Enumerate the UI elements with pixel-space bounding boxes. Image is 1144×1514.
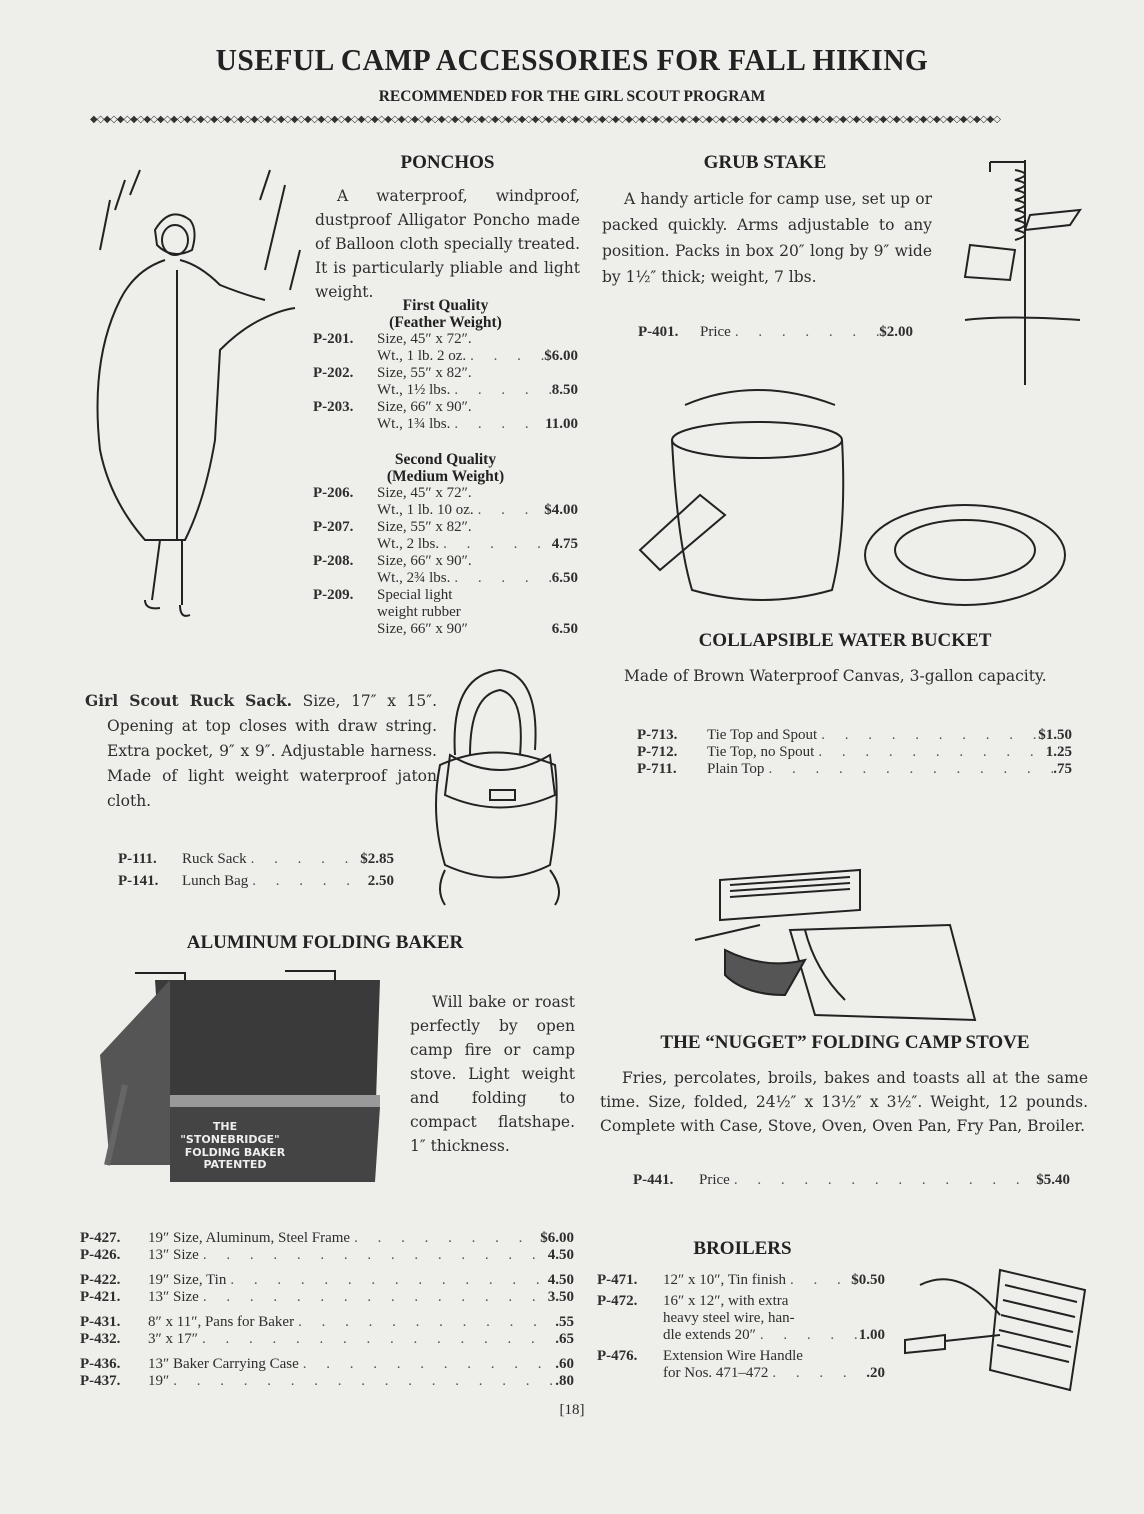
item-weight: Wt., 2 lbs. bbox=[377, 536, 440, 552]
poncho-item bbox=[313, 485, 578, 519]
item-price: $2.85 bbox=[360, 851, 394, 867]
ponchos-first-quality bbox=[313, 297, 578, 433]
price-row bbox=[633, 1172, 1070, 1189]
item-price: $1.50 bbox=[1038, 727, 1072, 743]
item-code: P-427. bbox=[80, 1230, 121, 1246]
item-line: heavy steel wire, han- bbox=[663, 1310, 795, 1326]
item-desc: 19″ Size, Aluminum, Steel Frame bbox=[148, 1230, 351, 1246]
page-subtitle: RECOMMENDED FOR THE GIRL SCOUT PROGRAM bbox=[378, 88, 766, 105]
page-number: [18] bbox=[559, 1402, 585, 1418]
item-code: P-426. bbox=[80, 1247, 121, 1263]
item-desc: Tie Top and Spout bbox=[707, 727, 818, 743]
item-code: P-437. bbox=[80, 1373, 121, 1389]
item-code: P-713. bbox=[637, 727, 678, 743]
rucksack-illustration bbox=[415, 665, 580, 915]
ponchos-heading: PONCHOS bbox=[400, 152, 495, 173]
item-price: $2.00 bbox=[879, 324, 913, 340]
item-price: 8.50 bbox=[551, 382, 578, 398]
second-quality-label: Second Quality bbox=[394, 451, 497, 468]
item-code: P-206. bbox=[313, 485, 354, 501]
bucket-description: Made of Brown Waterproof Canvas, 3-gallon capacity. bbox=[624, 667, 1047, 685]
price-row bbox=[80, 1373, 574, 1390]
baker-price-list bbox=[80, 1230, 574, 1390]
item-code: P-209. bbox=[313, 587, 354, 603]
price-row bbox=[80, 1272, 574, 1289]
poncho-item bbox=[313, 519, 578, 553]
price-row bbox=[80, 1331, 574, 1348]
item-code: P-432. bbox=[80, 1331, 121, 1347]
item-weight: Wt., 1 lb. 10 oz. bbox=[377, 502, 474, 518]
price-group bbox=[80, 1314, 574, 1348]
price-row bbox=[80, 1356, 574, 1373]
item-code: P-208. bbox=[313, 553, 354, 569]
item-size: Size, 45″ x 72″. bbox=[377, 331, 472, 347]
item-desc: 3″ x 17″ bbox=[148, 1331, 198, 1347]
item-code: P-711. bbox=[637, 761, 677, 777]
broiler-item bbox=[597, 1293, 885, 1344]
rucksack-description-block bbox=[85, 688, 437, 814]
item-price: $6.00 bbox=[540, 1230, 574, 1246]
item-line: Special light bbox=[377, 587, 453, 603]
poncho-item-special bbox=[313, 587, 578, 638]
item-desc: 19″ Size, Tin bbox=[148, 1272, 227, 1288]
item-code: P-207. bbox=[313, 519, 354, 535]
item-price: .20 bbox=[866, 1365, 885, 1381]
poncho-item bbox=[313, 553, 578, 587]
item-code: P-202. bbox=[313, 365, 354, 381]
item-line: Size, 66″ x 90″ bbox=[377, 621, 468, 637]
folding-baker-illustration bbox=[95, 965, 390, 1190]
price-row bbox=[80, 1230, 574, 1247]
bucket-heading: COLLAPSIBLE WATER BUCKET bbox=[698, 630, 992, 651]
bucket-price-list bbox=[637, 727, 1072, 778]
item-price: $0.50 bbox=[851, 1272, 885, 1288]
item-line: 16″ x 12″, with extra bbox=[663, 1293, 789, 1309]
poncho-woman-illustration bbox=[85, 160, 315, 640]
grub-stake-price-list bbox=[638, 324, 913, 341]
item-size: Size, 55″ x 82″. bbox=[377, 365, 472, 381]
broiler-item bbox=[597, 1272, 885, 1289]
first-quality-label: First Quality bbox=[402, 297, 489, 314]
item-line: for Nos. 471–472 bbox=[663, 1365, 769, 1381]
item-line: Extension Wire Handle bbox=[663, 1348, 803, 1364]
price-row bbox=[637, 761, 1072, 778]
price-group bbox=[80, 1272, 574, 1306]
grub-stake-heading: GRUB STAKE bbox=[703, 152, 827, 173]
baker-description: Will bake or roast perfectly by open camp fire or camp stove. Light weight and folding to compact flatshape. 1″ thickness. bbox=[410, 993, 575, 1155]
price-group bbox=[80, 1356, 574, 1390]
item-line: 12″ x 10″, Tin finish bbox=[663, 1272, 786, 1288]
item-price: 4.75 bbox=[551, 536, 578, 552]
broiler-illustration bbox=[895, 1265, 1090, 1400]
item-desc: Ruck Sack bbox=[182, 851, 247, 867]
broilers-heading: BROILERS bbox=[693, 1238, 792, 1259]
broilers-price-list bbox=[597, 1272, 885, 1382]
item-code: P-111. bbox=[118, 851, 157, 867]
item-code: P-436. bbox=[80, 1356, 121, 1372]
item-size: Size, 55″ x 82″. bbox=[377, 519, 472, 535]
item-line: dle extends 20″ bbox=[663, 1327, 756, 1343]
item-price: 6.50 bbox=[551, 621, 578, 637]
item-price: 3.50 bbox=[547, 1289, 574, 1305]
item-price: $6.00 bbox=[544, 348, 578, 364]
item-price: .75 bbox=[1053, 761, 1072, 777]
rucksack-price-list bbox=[118, 848, 394, 892]
item-size: Size, 45″ x 72″. bbox=[377, 485, 472, 501]
item-price: 4.50 bbox=[547, 1247, 574, 1263]
item-desc: 13″ Baker Carrying Case bbox=[148, 1356, 299, 1372]
price-row bbox=[638, 324, 913, 341]
item-price: 1.00 bbox=[858, 1327, 885, 1343]
item-desc: Tie Top, no Spout bbox=[707, 744, 815, 760]
item-desc: Plain Top bbox=[707, 761, 765, 777]
price-row bbox=[80, 1247, 574, 1264]
price-group bbox=[80, 1230, 574, 1264]
baker-heading: ALUMINUM FOLDING BAKER bbox=[186, 932, 464, 953]
water-bucket-illustration bbox=[625, 375, 1080, 625]
item-size: Size, 66″ x 90″. bbox=[377, 399, 472, 415]
ornamental-border: ◆◇◆◇◆◇◆◇◆◇◆◇◆◇◆◇◆◇◆◇◆◇◆◇◆◇◆◇◆◇◆◇◆◇◆◇◆◇◆◇◆◇◆◇◆◇◆◇◆◇◆◇◆◇◆◇◆◇◆◇◆◇◆◇◆◇◆◇◆◇◆◇◆◇◆◇◆◇◆◇◆◇◆◇◆◇◆◇◆◇◆◇◆◇◆◇◆◇◆◇◆◇◆◇◆◇◆◇◆◇◆◇◆◇◆◇◆◇◆◇◆◇◆◇◆◇◆◇◆◇◆◇◆◇◆◇ bbox=[90, 114, 1000, 125]
item-code: P-472. bbox=[597, 1293, 638, 1309]
baker-stamp-line: "STONEBRIDGE" bbox=[180, 1133, 280, 1146]
item-code: P-203. bbox=[313, 399, 354, 415]
item-desc: 8″ x 11″, Pans for Baker bbox=[148, 1314, 295, 1330]
item-size: Size, 66″ x 90″. bbox=[377, 553, 472, 569]
item-desc: 19″ bbox=[148, 1373, 170, 1389]
item-weight: Wt., 1 lb. 2 oz. bbox=[377, 348, 467, 364]
rucksack-lead: Girl Scout Ruck Sack. bbox=[85, 691, 292, 710]
item-price: 4.50 bbox=[547, 1272, 574, 1288]
item-code: P-201. bbox=[313, 331, 354, 347]
stove-heading: THE “NUGGET” FOLDING CAMP STOVE bbox=[660, 1032, 1030, 1053]
item-code: P-422. bbox=[80, 1272, 121, 1288]
item-desc: 13″ Size bbox=[148, 1247, 199, 1263]
item-desc: 13″ Size bbox=[148, 1289, 199, 1305]
item-code: P-141. bbox=[118, 873, 159, 889]
item-price: .55 bbox=[555, 1314, 574, 1330]
rucksack-description: Size, 17″ x 15″. Opening at top closes with draw string. Extra pocket, 9″ x 9″. Adjustable harness. Made of light weight waterproof jaton cloth. bbox=[107, 692, 437, 810]
grub-stake-illustration bbox=[960, 150, 1090, 390]
price-row bbox=[118, 848, 394, 870]
baker-stamp-line: PATENTED bbox=[203, 1158, 267, 1171]
camp-stove-illustration bbox=[690, 850, 980, 1025]
item-weight: Wt., 1¾ lbs. bbox=[377, 416, 451, 432]
poncho-item bbox=[313, 331, 578, 365]
item-price: $5.40 bbox=[1036, 1172, 1070, 1188]
stove-description: Fries, percolates, broils, bakes and toasts all at the same time. Size, folded, 24½″ x 13½″ x 3½″. Weight, 12 pounds. Complete with Case, Stove, Oven, Oven Pan, Fry Pan, Broiler. bbox=[600, 1069, 1088, 1135]
baker-stamp-line: FOLDING BAKER bbox=[184, 1146, 286, 1159]
item-price: 1.25 bbox=[1045, 744, 1072, 760]
item-code: P-441. bbox=[633, 1172, 674, 1188]
ponchos-description: A waterproof, windproof, dustproof Alligator Poncho made of Balloon cloth specially treated. It is particularly pliable and light weight. bbox=[315, 187, 580, 301]
broiler-item bbox=[597, 1348, 885, 1382]
item-price: 11.00 bbox=[545, 416, 578, 432]
item-price: 6.50 bbox=[551, 570, 578, 586]
page-title: USEFUL CAMP ACCESSORIES FOR FALL HIKING bbox=[215, 42, 929, 77]
price-row bbox=[118, 870, 394, 892]
price-row bbox=[637, 744, 1072, 761]
item-desc: Lunch Bag bbox=[182, 873, 249, 889]
stove-price-list bbox=[633, 1172, 1070, 1189]
item-line: weight rubber bbox=[377, 604, 461, 620]
item-price: .60 bbox=[555, 1356, 574, 1372]
price-row bbox=[80, 1314, 574, 1331]
baker-stamp-line: THE bbox=[212, 1120, 238, 1133]
first-quality-sublabel: (Feather Weight) bbox=[389, 314, 502, 331]
poncho-item bbox=[313, 399, 578, 433]
item-code: P-421. bbox=[80, 1289, 121, 1305]
price-row bbox=[80, 1289, 574, 1306]
second-quality-sublabel: (Medium Weight) bbox=[386, 468, 505, 485]
item-price: 2.50 bbox=[367, 873, 394, 889]
item-desc: Price bbox=[700, 324, 731, 340]
item-weight: Wt., 1½ lbs. bbox=[377, 382, 451, 398]
item-desc: Price bbox=[699, 1172, 730, 1188]
item-code: P-431. bbox=[80, 1314, 121, 1330]
item-code: P-476. bbox=[597, 1348, 638, 1364]
item-price: .80 bbox=[555, 1373, 574, 1389]
poncho-item bbox=[313, 365, 578, 399]
item-price: $4.00 bbox=[544, 502, 578, 518]
item-price: .65 bbox=[555, 1331, 574, 1347]
item-code: P-712. bbox=[637, 744, 678, 760]
item-code: P-401. bbox=[638, 324, 679, 340]
item-weight: Wt., 2¾ lbs. bbox=[377, 570, 451, 586]
item-code: P-471. bbox=[597, 1272, 638, 1288]
price-row bbox=[637, 727, 1072, 744]
grub-stake-description: A handy article for camp use, set up or packed quickly. Arms adjustable to any position. Packs in box 20″ long by 9″ wide by 1½″ thick; weight, 7 lbs. bbox=[602, 190, 932, 286]
ponchos-second-quality bbox=[313, 451, 578, 638]
